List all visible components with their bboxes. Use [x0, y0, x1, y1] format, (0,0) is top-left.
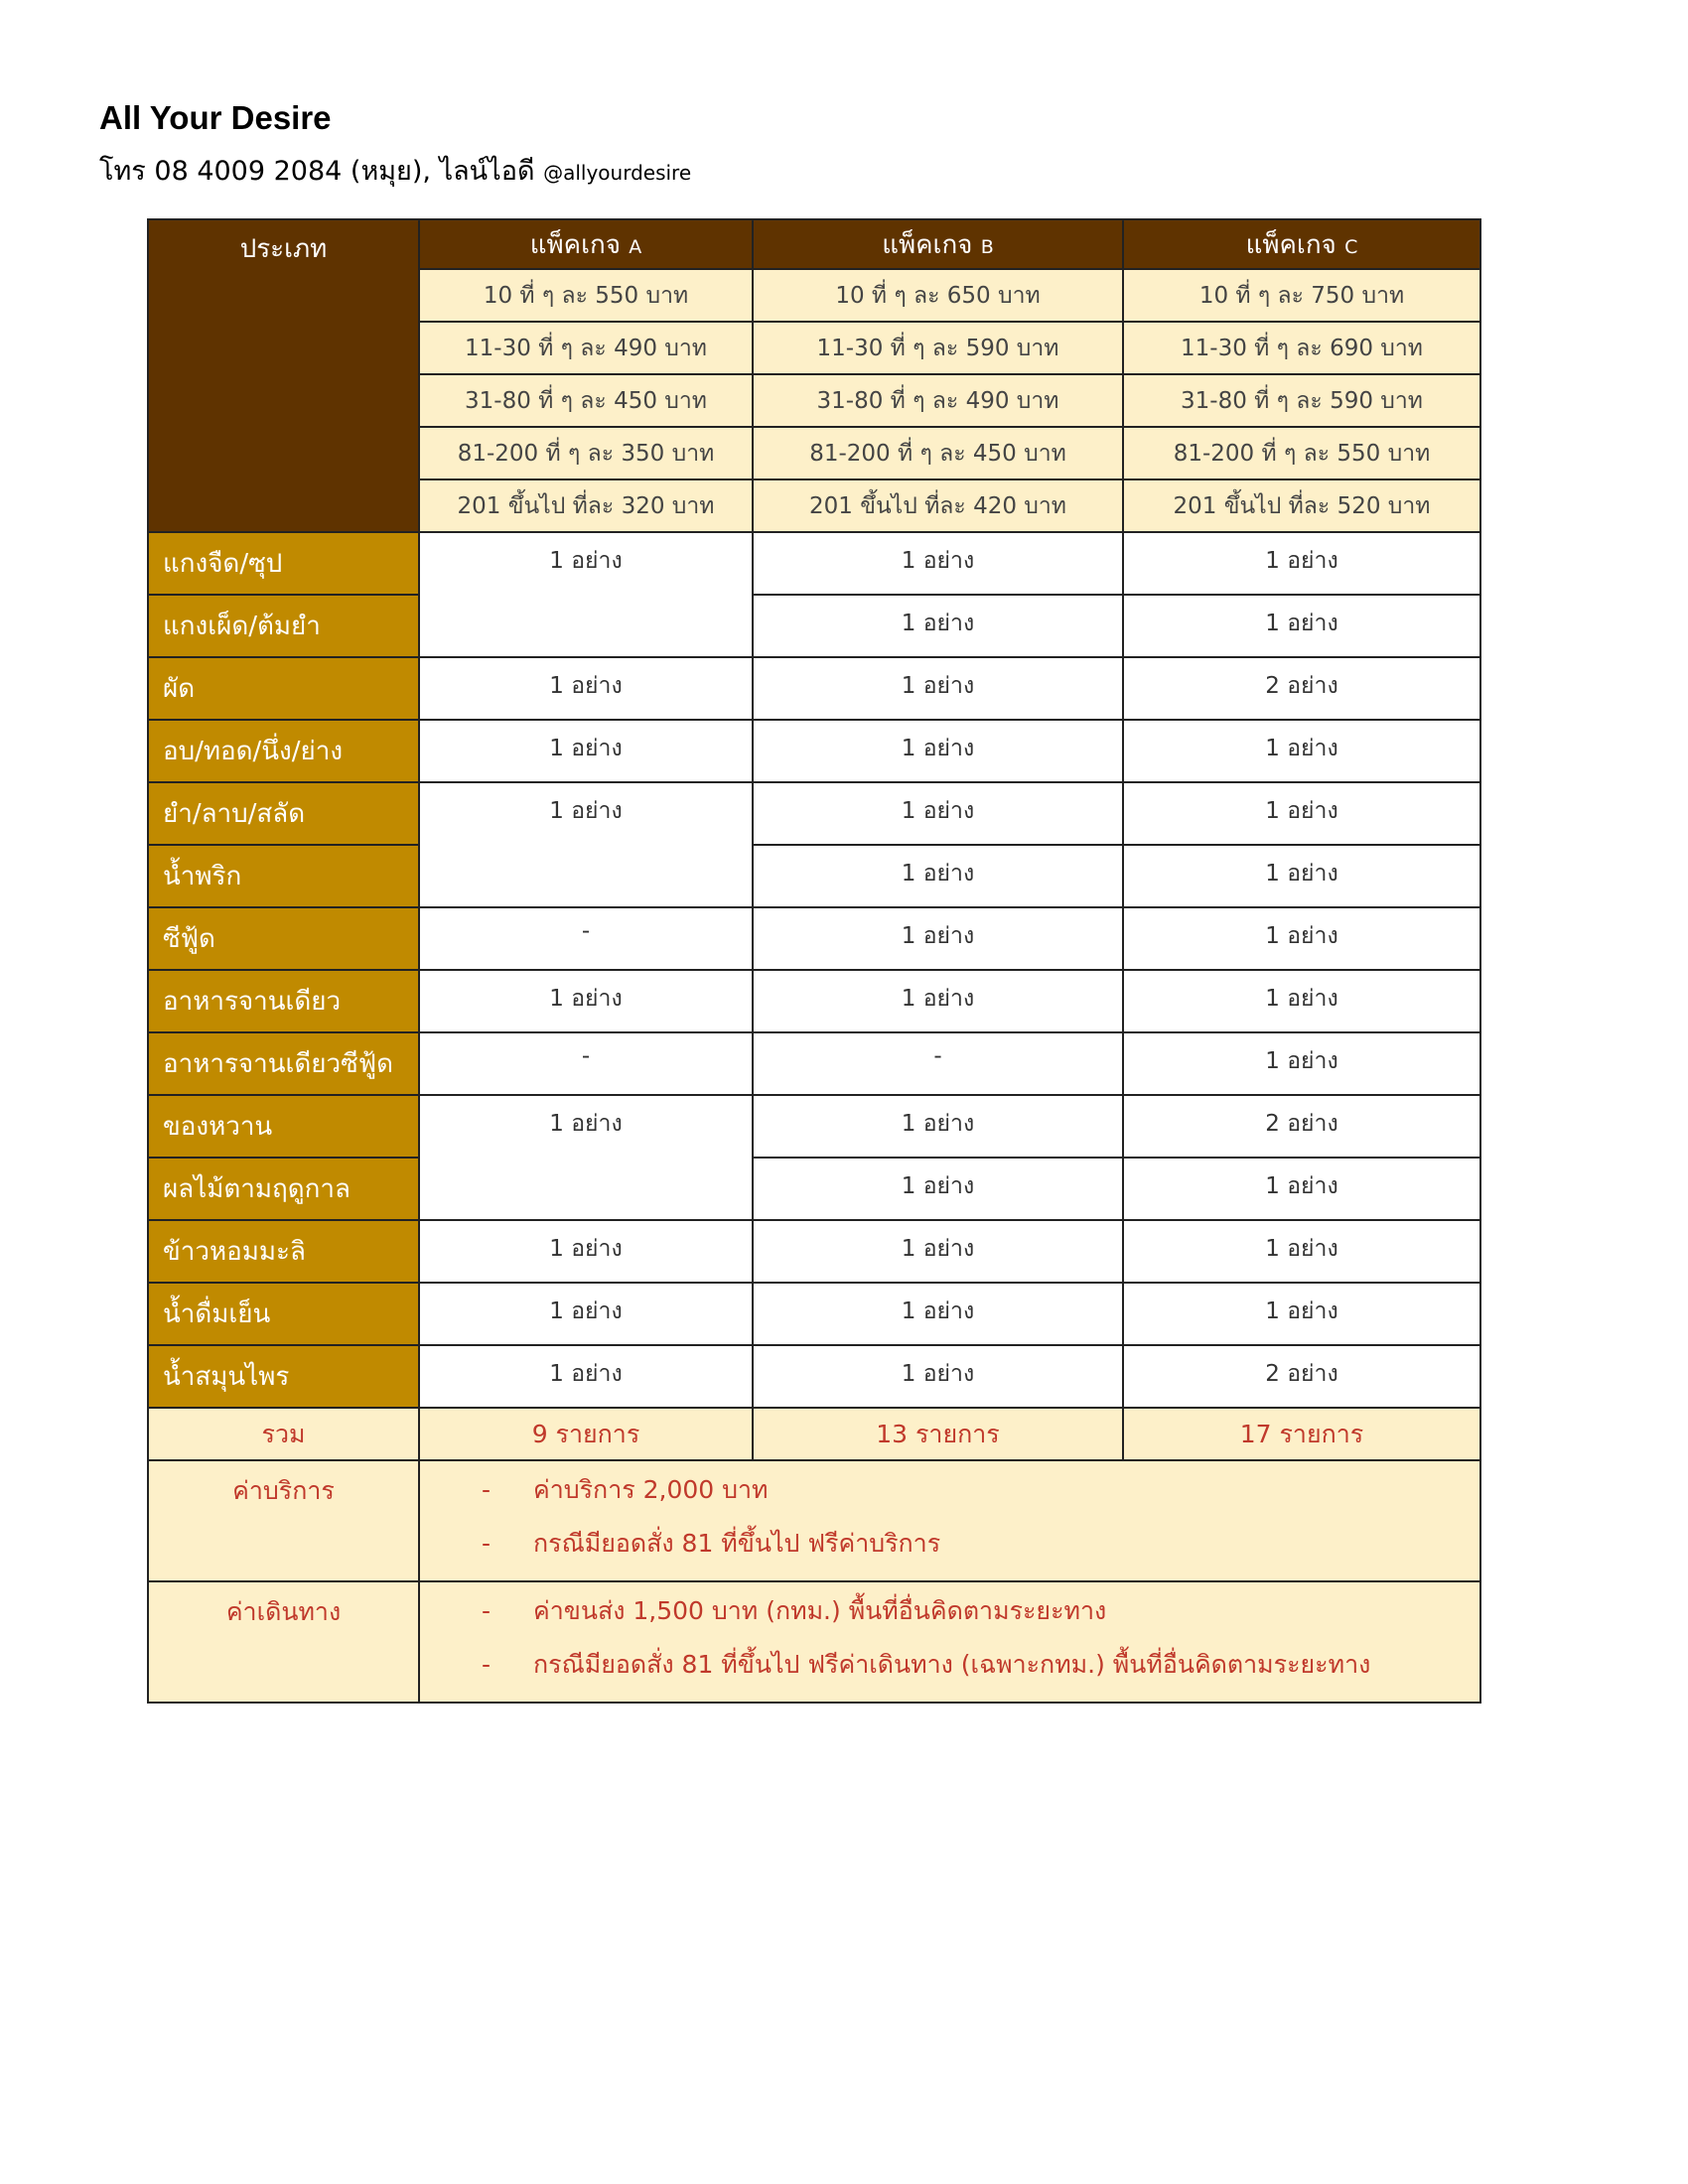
package-b-cell: 1 อย่าง	[753, 720, 1123, 782]
contact-phone-line: โทร 08 4009 2084 (หมุย), ไลน์ไอดี	[99, 156, 535, 187]
package-c-cell: 1 อย่าง	[1123, 1158, 1480, 1220]
travel-fee-label: ค่าเดินทาง	[148, 1581, 419, 1703]
bullet: -	[482, 1650, 492, 1679]
bullet: -	[482, 1529, 492, 1558]
package-b-cell: 1 อย่าง	[753, 532, 1123, 595]
package-b-cell: 1 อย่าง	[753, 782, 1123, 845]
package-a-cell: 1 อย่าง	[419, 532, 753, 657]
package-c-cell: 2 อย่าง	[1123, 657, 1480, 720]
package-b-cell: 1 อย่าง	[753, 595, 1123, 657]
price-cell: 81-200 ที่ ๆ ละ 550 บาท	[1123, 427, 1480, 479]
contact-line	[99, 149, 691, 192]
package-a-cell: 1 อย่าง	[419, 720, 753, 782]
price-cell: 10 ที่ ๆ ละ 650 บาท	[753, 269, 1123, 322]
package-a-cell: -	[419, 1032, 753, 1095]
service-fee-line	[482, 1521, 1479, 1574]
package-c-cell: 1 อย่าง	[1123, 720, 1480, 782]
package-a-cell: 1 อย่าง	[419, 1095, 753, 1220]
price-cell: 11-30 ที่ ๆ ละ 690 บาท	[1123, 322, 1480, 374]
category-label: แกงเผ็ด/ต้มยำ	[148, 595, 419, 657]
package-c-cell: 1 อย่าง	[1123, 970, 1480, 1032]
package-c-cell: 1 อย่าง	[1123, 1032, 1480, 1095]
travel-fee-details	[419, 1581, 1480, 1703]
package-a-cell: 1 อย่าง	[419, 1220, 753, 1283]
package-b-cell: 1 อย่าง	[753, 657, 1123, 720]
package-word: แพ็คเกจ	[882, 229, 973, 260]
package-a-cell: 1 อย่าง	[419, 1345, 753, 1408]
travel-fee-line	[482, 1588, 1479, 1642]
category-label: ยำ/ลาบ/สลัด	[148, 782, 419, 845]
total-a: 9 รายการ	[419, 1408, 753, 1460]
package-a-cell: -	[419, 907, 753, 970]
service-fee-label: ค่าบริการ	[148, 1460, 419, 1581]
package-a-cell: 1 อย่าง	[419, 657, 753, 720]
package-a-cell: 1 อย่าง	[419, 782, 753, 907]
package-c-cell: 1 อย่าง	[1123, 595, 1480, 657]
package-a-cell: 1 อย่าง	[419, 970, 753, 1032]
travel-fee-line	[482, 1642, 1479, 1696]
package-b-cell: 1 อย่าง	[753, 1158, 1123, 1220]
service-fee-line	[482, 1467, 1479, 1521]
price-cell: 11-30 ที่ ๆ ละ 590 บาท	[753, 322, 1123, 374]
bullet: -	[482, 1596, 492, 1625]
package-a-cell: 1 อย่าง	[419, 1283, 753, 1345]
travel-fee-text: กรณีมียอดสั่ง 81 ที่ขึ้นไป ฟรีค่าเดินทาง (เฉพาะกทม.) พื้นที่อื่นคิดตามระยะทาง	[533, 1650, 1371, 1679]
package-b-cell: 1 อย่าง	[753, 1345, 1123, 1408]
category-label: น้ำดื่มเย็น	[148, 1283, 419, 1345]
total-c: 17 รายการ	[1123, 1408, 1480, 1460]
price-cell: 10 ที่ ๆ ละ 750 บาท	[1123, 269, 1480, 322]
package-table	[147, 218, 1481, 1704]
category-label: ของหวาน	[148, 1095, 419, 1158]
category-label: แกงจืด/ซุป	[148, 532, 419, 595]
package-c-cell: 1 อย่าง	[1123, 907, 1480, 970]
total-label: รวม	[148, 1408, 419, 1460]
category-label: ซีฟู้ด	[148, 907, 419, 970]
line-id: @allyourdesire	[543, 161, 692, 185]
type-header: ประเภท	[148, 219, 419, 532]
price-cell: 201 ขึ้นไป ที่ละ 520 บาท	[1123, 479, 1480, 532]
package-c-cell: 1 อย่าง	[1123, 532, 1480, 595]
price-cell: 31-80 ที่ ๆ ละ 490 บาท	[753, 374, 1123, 427]
package-c-cell: 1 อย่าง	[1123, 1220, 1480, 1283]
page-title: All Your Desire	[99, 99, 332, 136]
package-c-cell: 1 อย่าง	[1123, 782, 1480, 845]
category-label: ผลไม้ตามฤดูกาล	[148, 1158, 419, 1220]
service-fee-details	[419, 1460, 1480, 1581]
package-c-cell: 2 อย่าง	[1123, 1095, 1480, 1158]
package-b-cell: -	[753, 1032, 1123, 1095]
category-label: อาหารจานเดียวซีฟู้ด	[148, 1032, 419, 1095]
category-label: อบ/ทอด/นึ่ง/ย่าง	[148, 720, 419, 782]
package-c-header	[1123, 219, 1480, 269]
price-cell: 201 ขึ้นไป ที่ละ 420 บาท	[753, 479, 1123, 532]
package-letter: C	[1344, 235, 1358, 258]
package-c-cell: 2 อย่าง	[1123, 1345, 1480, 1408]
package-letter: A	[629, 235, 642, 258]
package-letter: B	[980, 235, 994, 258]
package-word: แพ็คเกจ	[1245, 229, 1336, 260]
price-cell: 10 ที่ ๆ ละ 550 บาท	[419, 269, 753, 322]
package-b-cell: 1 อย่าง	[753, 1095, 1123, 1158]
category-label: น้ำสมุนไพร	[148, 1345, 419, 1408]
service-fee-text: กรณีมียอดสั่ง 81 ที่ขึ้นไป ฟรีค่าบริการ	[533, 1529, 941, 1558]
price-cell: 81-200 ที่ ๆ ละ 350 บาท	[419, 427, 753, 479]
service-fee-text: ค่าบริการ 2,000 บาท	[533, 1475, 769, 1504]
category-label: อาหารจานเดียว	[148, 970, 419, 1032]
package-b-cell: 1 อย่าง	[753, 1283, 1123, 1345]
price-cell: 31-80 ที่ ๆ ละ 590 บาท	[1123, 374, 1480, 427]
price-cell: 31-80 ที่ ๆ ละ 450 บาท	[419, 374, 753, 427]
package-word: แพ็คเกจ	[529, 229, 621, 260]
package-b-cell: 1 อย่าง	[753, 845, 1123, 907]
price-cell: 81-200 ที่ ๆ ละ 450 บาท	[753, 427, 1123, 479]
package-c-cell: 1 อย่าง	[1123, 845, 1480, 907]
category-label: ข้าวหอมมะลิ	[148, 1220, 419, 1283]
package-b-cell: 1 อย่าง	[753, 970, 1123, 1032]
category-label: ผัด	[148, 657, 419, 720]
package-c-cell: 1 อย่าง	[1123, 1283, 1480, 1345]
travel-fee-text: ค่าขนส่ง 1,500 บาท (กทม.) พื้นที่อื่นคิดตามระยะทาง	[533, 1596, 1107, 1625]
package-b-header	[753, 219, 1123, 269]
package-a-header	[419, 219, 753, 269]
category-label: น้ำพริก	[148, 845, 419, 907]
price-cell: 201 ขึ้นไป ที่ละ 320 บาท	[419, 479, 753, 532]
total-b: 13 รายการ	[753, 1408, 1123, 1460]
price-cell: 11-30 ที่ ๆ ละ 490 บาท	[419, 322, 753, 374]
bullet: -	[482, 1475, 492, 1504]
package-b-cell: 1 อย่าง	[753, 907, 1123, 970]
package-b-cell: 1 อย่าง	[753, 1220, 1123, 1283]
